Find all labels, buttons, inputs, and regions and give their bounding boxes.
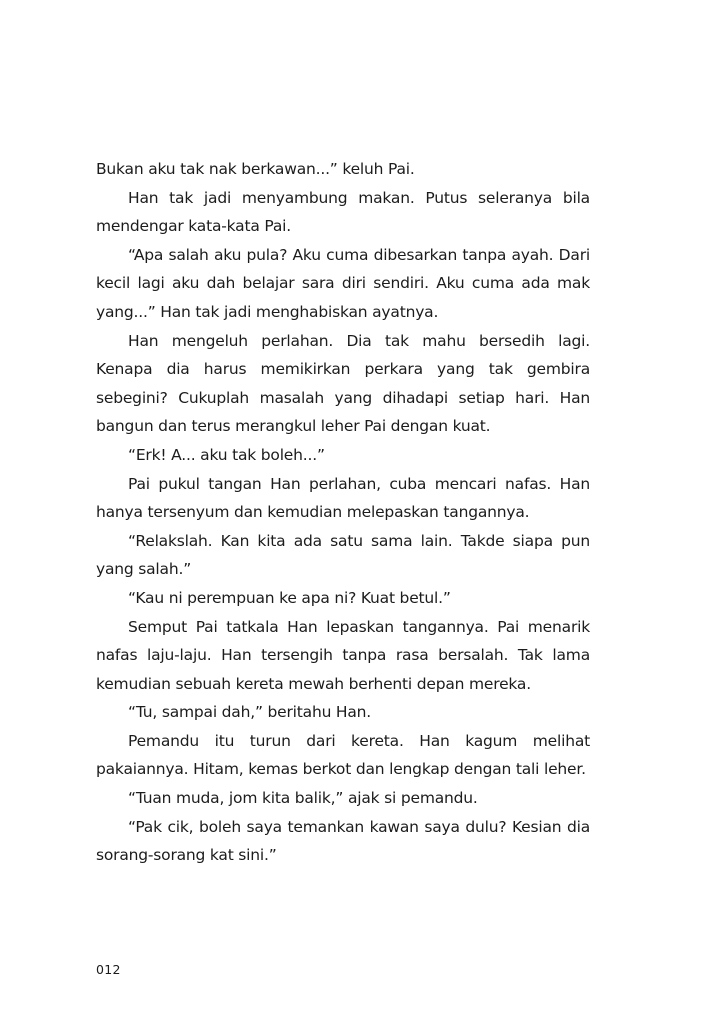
paragraph-1: Bukan aku tak nak berkawan...” keluh Pai.: [96, 160, 415, 178]
paragraph-10: “Tu, sampai dah,” beritahu Han.: [128, 703, 372, 722]
paragraph-5: “Erk! A... aku tak boleh...”: [128, 445, 325, 464]
paragraph-9: Semput Pai tatkala Han lepaskan tangannya. Pai menarik nafas laju-laju. Han tersengih tanpa rasa bersalah. Tak lama kemudian sebuah kereta mewah berhenti depan mereka.: [96, 617, 590, 693]
body-text: [96, 155, 590, 870]
paragraph-6: Pai pukul tangan Han perlahan, cuba mencari nafas. Han hanya tersenyum dan kemudian melepaskan tangannya.: [96, 474, 590, 522]
paragraph-12: “Tuan muda, jom kita balik,” ajak si pemandu.: [128, 789, 478, 808]
paragraph-13: “Pak cik, boleh saya temankan kawan saya dulu? Kesian dia sorang-sorang kat sini.”: [96, 817, 590, 865]
paragraph-3: “Apa salah aku pula? Aku cuma dibesarkan tanpa ayah. Dari kecil lagi aku dah belajar sara diri sendiri. Aku cuma ada mak yang...” Han tak jadi menghabiskan ayatnya.: [96, 245, 590, 321]
paragraph-8: “Kau ni perempuan ke apa ni? Kuat betul.”: [128, 588, 451, 607]
paragraph-11: Pemandu itu turun dari kereta. Han kagum melihat pakaiannya. Hitam, kemas berkot dan lengkap dengan tali leher.: [96, 731, 590, 779]
paragraph-7: “Relakslah. Kan kita ada satu sama lain. Takde siapa pun yang salah.”: [96, 531, 590, 579]
paragraph-2: Han tak jadi menyambung makan. Putus seleranya bila mendengar kata-kata Pai.: [96, 188, 590, 236]
paragraph-4: Han mengeluh perlahan. Dia tak mahu bersedih lagi. Kenapa dia harus memikirkan perkara yang tak gembira sebegini? Cukuplah masalah yang dihadapi setiap hari. Han bangun dan terus merangkul leher Pai dengan kuat.: [96, 331, 590, 436]
page-number: 012: [96, 962, 121, 977]
